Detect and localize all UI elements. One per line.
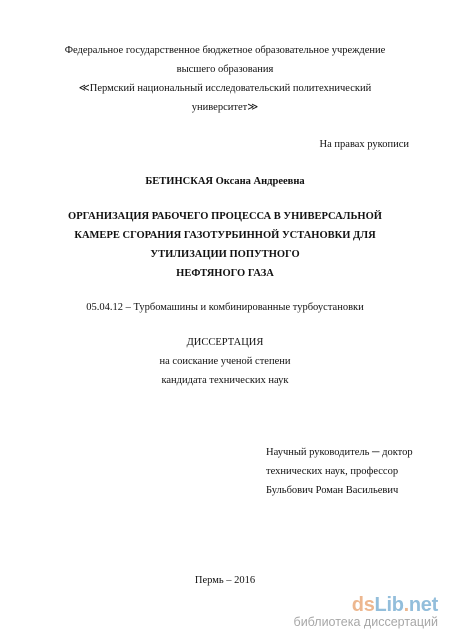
institution-line-1: Федеральное государственное бюджетное образовательное учреждение	[64, 45, 386, 56]
supervisor-line-1: Научный руководитель ─ доктор	[266, 447, 413, 458]
logo-lib: Lib	[374, 594, 404, 616]
manuscript-rights-note: На правах рукописи	[319, 139, 409, 150]
thesis-title-line-2: КАМЕРЕ СГОРАНИЯ ГАЗОТУРБИННОЙ УСТАНОВКИ ДЛЯ	[74, 230, 376, 241]
dslib-watermark	[294, 595, 438, 629]
place-and-year: Пермь – 2016	[194, 575, 256, 586]
author-name: БЕТИНСКАЯ Оксана Андреевна	[145, 176, 305, 187]
logo-ds: ds	[351, 594, 375, 616]
specialty-code: 05.04.12 – Турбомашины и комбинированные турбоустановки	[86, 302, 364, 313]
institution-line-3: ≪Пермский национальный исследовательский политехнический	[78, 83, 372, 94]
work-type-field: кандидата технических наук	[161, 375, 289, 386]
institution-line-4: университет≫	[191, 102, 259, 113]
thesis-title-line-3: УТИЛИЗАЦИИ ПОПУТНОГО	[150, 249, 300, 260]
logo-net: net	[408, 594, 438, 616]
logo-dot: .	[403, 594, 409, 616]
supervisor-name: Бульбович Роман Васильевич	[266, 485, 399, 496]
watermark-caption: библиотека диссертаций	[293, 615, 438, 629]
thesis-title-line-1: ОРГАНИЗАЦИЯ РАБОЧЕГО ПРОЦЕССА В УНИВЕРСАЛЬНОЙ	[68, 211, 382, 222]
institution-line-2: высшего образования	[176, 64, 274, 75]
supervisor-line-2: технических наук, профессор	[266, 466, 399, 477]
work-type-heading: ДИССЕРТАЦИЯ	[186, 337, 264, 348]
thesis-title-line-4: НЕФТЯНОГО ГАЗА	[176, 268, 274, 279]
work-type-degree: на соискание ученой степени	[159, 356, 291, 367]
dslib-logo	[294, 595, 438, 615]
